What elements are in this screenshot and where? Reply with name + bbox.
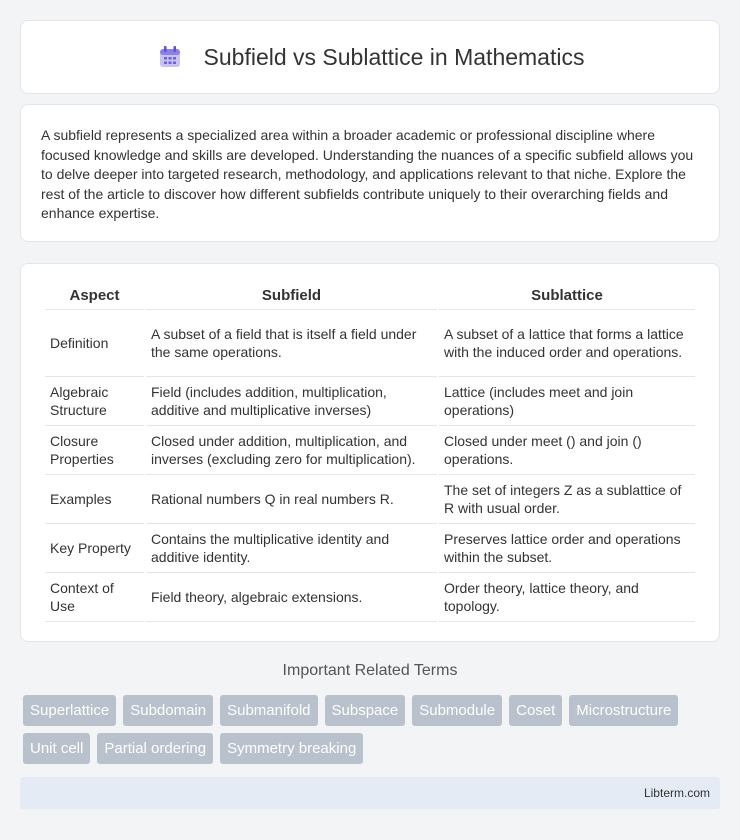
header-card: [20, 20, 720, 94]
intro-text: A subfield represents a specialized area within a broader academic or professional discipline where focused knowledge and skills are developed. Understanding the nuances of a specific subfield allows you to delve deeper into targeted research, methodology, and applications relevant to that niche. Explore the rest of the article to discover how different subfields contribute uniquely to their overarching fields and enhance expertise.: [41, 127, 694, 221]
cell-subfield: A subset of a field that is itself a field under the same operations.: [146, 310, 437, 377]
related-term-tag[interactable]: Subspace: [325, 695, 406, 726]
comparison-table: [43, 282, 697, 622]
cell-sublattice: Order theory, lattice theory, and topology.: [439, 573, 695, 622]
related-term-tag[interactable]: Unit cell: [23, 733, 90, 764]
header-sublattice: Sublattice: [439, 282, 695, 310]
cell-subfield: Rational numbers Q in real numbers R.: [146, 475, 437, 524]
page-title: Subfield vs Sublattice in Mathematics: [203, 43, 585, 70]
header-subfield: Subfield: [146, 282, 437, 310]
related-term-tag[interactable]: Submodule: [412, 695, 502, 726]
cell-sublattice: Preserves lattice order and operations within the subset.: [439, 524, 695, 573]
cell-sublattice: Closed under meet () and join () operations.: [439, 426, 695, 475]
table-row: [45, 524, 695, 573]
related-term-tag[interactable]: Microstructure: [569, 695, 678, 726]
footer: [20, 777, 720, 809]
related-term-tag[interactable]: Coset: [509, 695, 562, 726]
cell-aspect: Examples: [45, 475, 144, 524]
related-term-tag[interactable]: Superlattice: [23, 695, 116, 726]
intro-card: [20, 104, 720, 242]
table-row: [45, 475, 695, 524]
related-term-tag[interactable]: Partial ordering: [97, 733, 213, 764]
cell-aspect: Key Property: [45, 524, 144, 573]
cell-subfield: Closed under addition, multiplication, and inverses (excluding zero for multiplication).: [146, 426, 437, 475]
comparison-table-card: [20, 263, 720, 642]
table-row: [45, 377, 695, 426]
related-term-tag[interactable]: Submanifold: [220, 695, 317, 726]
header-aspect: Aspect: [45, 282, 144, 310]
cell-sublattice: A subset of a lattice that forms a lattice with the induced order and operations.: [439, 310, 695, 377]
cell-subfield: Contains the multiplicative identity and additive identity.: [146, 524, 437, 573]
cell-aspect: Closure Properties: [45, 426, 144, 475]
cell-sublattice: The set of integers Z as a sublattice of R with usual order.: [439, 475, 695, 524]
related-term-tag[interactable]: Subdomain: [123, 695, 213, 726]
cell-subfield: Field (includes addition, multiplication, additive and multiplicative inverses): [146, 377, 437, 426]
cell-subfield: Field theory, algebraic extensions.: [146, 573, 437, 622]
related-terms-title: Important Related Terms: [282, 662, 458, 679]
table-row: [45, 426, 695, 475]
cell-aspect: Context of Use: [45, 573, 144, 622]
related-term-tag[interactable]: Symmetry breaking: [220, 733, 363, 764]
cell-sublattice: Lattice (includes meet and join operations): [439, 377, 695, 426]
calendar-icon: [156, 43, 184, 71]
cell-aspect: Definition: [45, 310, 144, 377]
footer-link[interactable]: Libterm.com: [643, 786, 710, 800]
cell-aspect: Algebraic Structure: [45, 377, 144, 426]
table-row: [45, 310, 695, 377]
table-row: [45, 573, 695, 622]
table-header-row: [45, 282, 695, 310]
related-terms-list: [23, 695, 723, 764]
